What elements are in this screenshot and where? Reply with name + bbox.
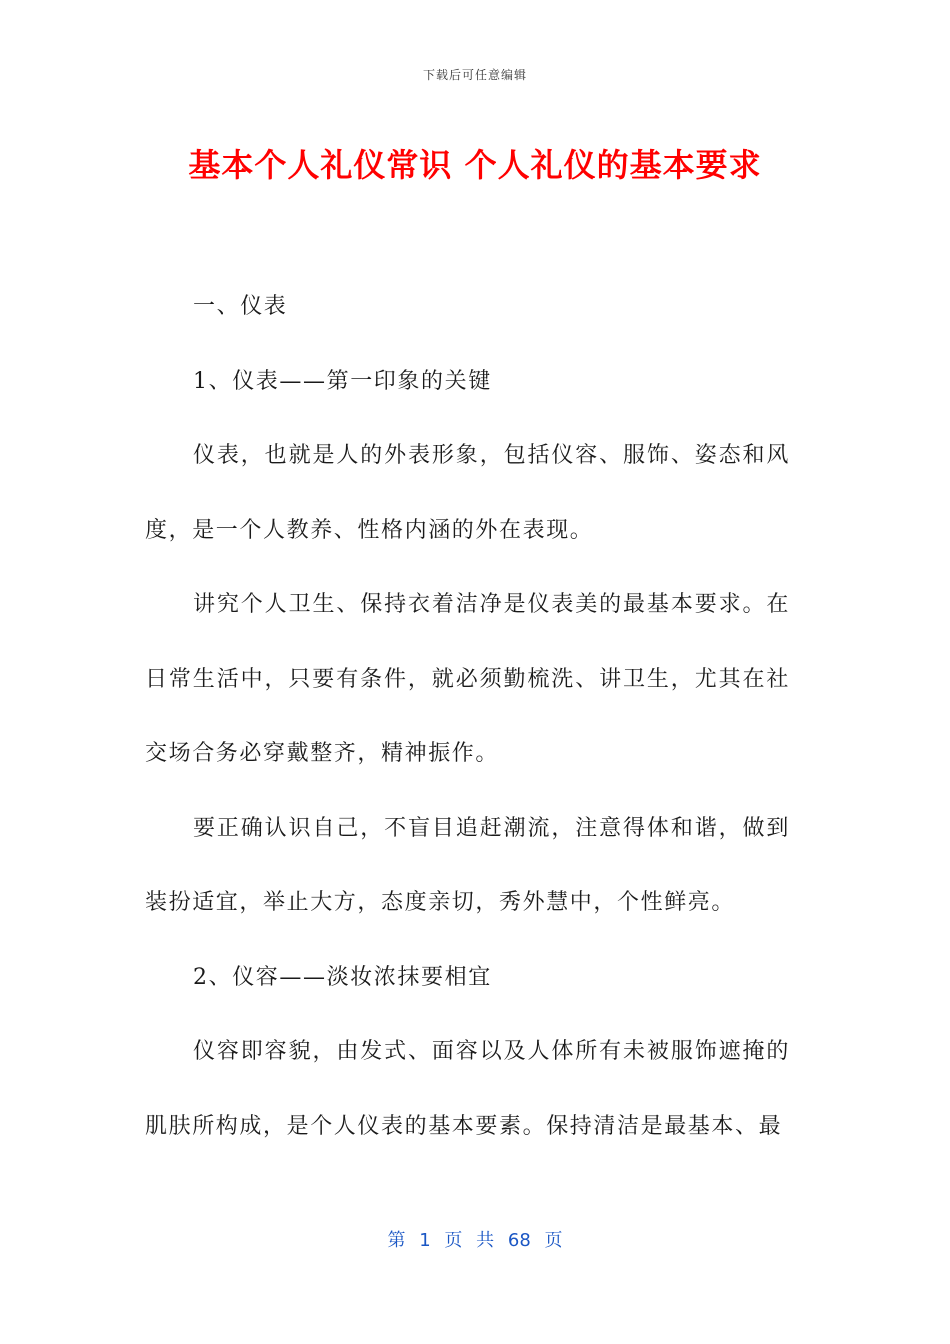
document-title: 基本个人礼仪常识 个人礼仪的基本要求 bbox=[188, 146, 762, 184]
subsection-heading: 1、仪表——第一印象的关键 bbox=[193, 368, 492, 394]
document-body bbox=[145, 270, 790, 1164]
page-footer bbox=[0, 1226, 950, 1252]
subsection-heading: 2、仪容——淡妆浓抹要相宜 bbox=[193, 964, 492, 990]
section-heading: 一、仪表 bbox=[193, 294, 288, 319]
body-paragraph: 仪容即容貌，由发式、面容以及人体所有未被服饰遮掩的肌肤所构成，是个人仪表的基本要素。保持清洁是最基本、最 bbox=[145, 1039, 790, 1139]
page-suffix: 页 bbox=[544, 1230, 563, 1251]
page-mid: 页 共 bbox=[444, 1230, 495, 1251]
page-total: 68 bbox=[507, 1230, 531, 1251]
body-paragraph: 仪表，也就是人的外表形象，包括仪容、服饰、姿态和风度，是一个人教养、性格内涵的外在表现。 bbox=[145, 443, 790, 543]
body-paragraph: 讲究个人卫生、保持衣着洁净是仪表美的最基本要求。在日常生活中，只要有条件，就必须勤梳洗、讲卫生，尤其在社交场合务必穿戴整齐，精神振作。 bbox=[145, 592, 790, 766]
body-paragraph: 要正确认识自己，不盲目追赶潮流，注意得体和谐，做到装扮适宜，举止大方，态度亲切，秀外慧中，个性鲜亮。 bbox=[145, 815, 790, 915]
page-number: 1 bbox=[419, 1230, 431, 1251]
page-prefix: 第 bbox=[387, 1230, 406, 1251]
header-note: 下载后可任意编辑 bbox=[422, 68, 527, 82]
